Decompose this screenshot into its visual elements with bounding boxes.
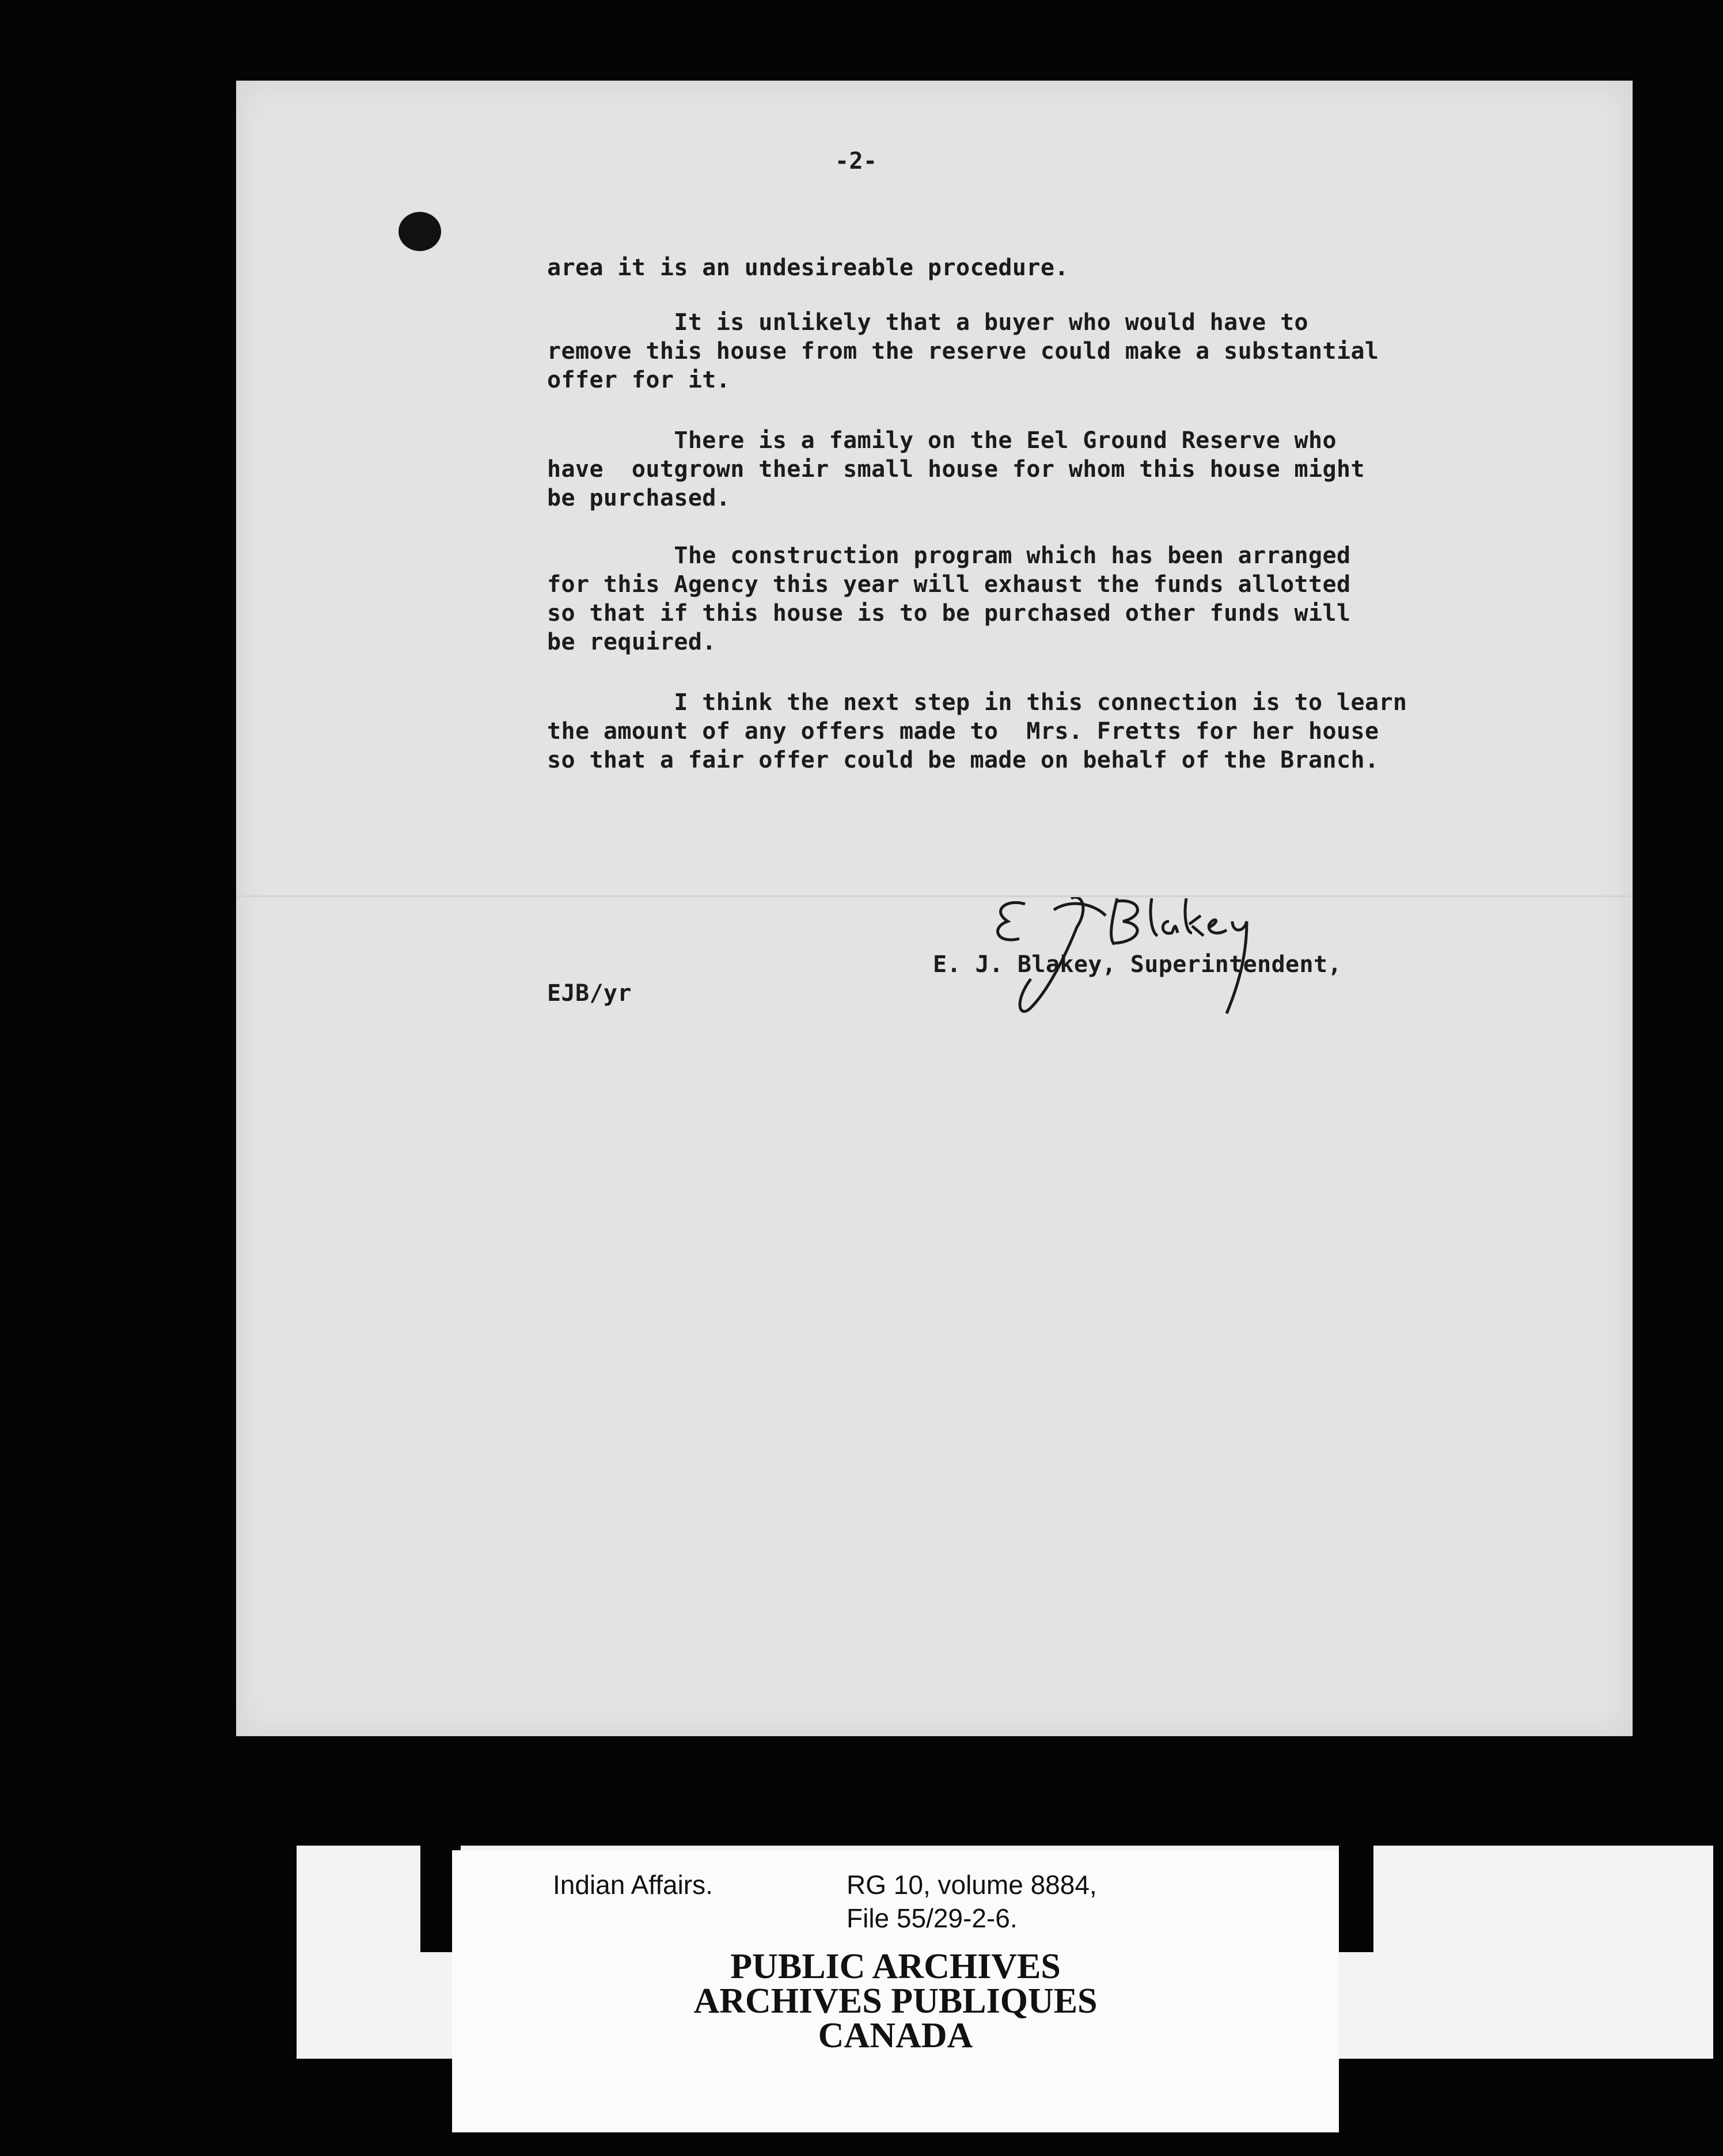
- punch-hole: [399, 212, 441, 251]
- paragraph-1: area it is an undesireable procedure.: [547, 255, 1069, 281]
- paragraph-5: I think the next step in this connection is to learn the amount of any offers made to Mrs. Fretts for her house so that a fair offer could be made on behalf of the Branch.: [547, 689, 1407, 773]
- label-file: File 55/29-2-6.: [847, 1903, 1018, 1933]
- handwritten-signature: [956, 875, 1273, 1025]
- institution-fr: ARCHIVES PUBLIQUES: [693, 1982, 1098, 2021]
- label-fonds: Indian Affairs.: [553, 1870, 713, 1900]
- page-number: -2-: [835, 148, 878, 174]
- paragraph-3: There is a family on the Eel Ground Reserve who have outgrown their small house for whom this house might be purchased.: [547, 427, 1365, 511]
- label-reference: RG 10, volume 8884,: [847, 1870, 1097, 1900]
- reference-initials: EJB/yr: [547, 980, 632, 1007]
- institution-en: PUBLIC ARCHIVES: [730, 1947, 1061, 1986]
- archives-institution: [452, 1949, 1339, 2053]
- paragraph-2: It is unlikely that a buyer who would have to remove this house from the reserve could make a substantial offer for it.: [547, 309, 1379, 393]
- signature-line: E. J. Blakey, Superintendent,: [933, 951, 1342, 978]
- document-page: [236, 81, 1633, 1736]
- paragraph-4: The construction program which has been arranged for this Agency this year will exhaust the funds allotted so that if this house is to be purchased other funds will be required.: [547, 542, 1351, 655]
- institution-country: CANADA: [818, 2016, 973, 2055]
